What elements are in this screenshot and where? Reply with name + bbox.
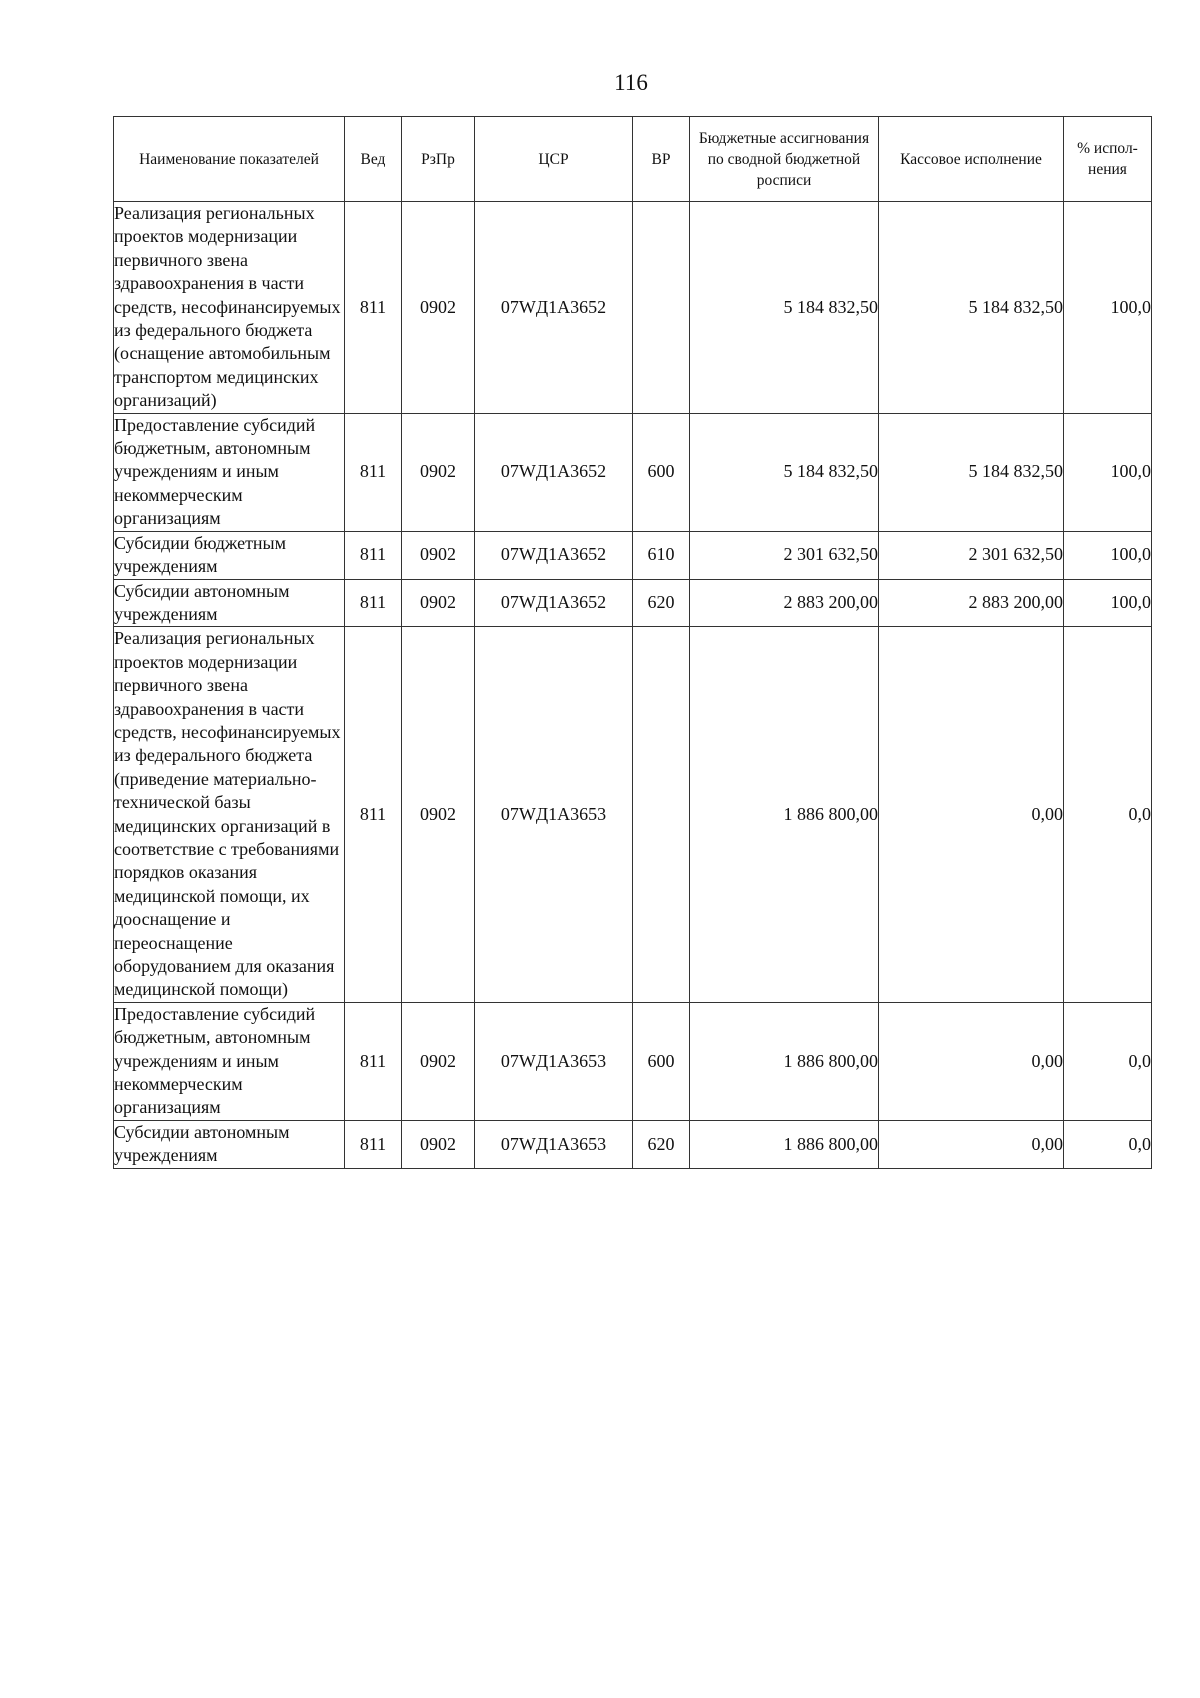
- row-percent: 0,0: [1064, 1120, 1152, 1168]
- row-vr: 600: [633, 413, 690, 531]
- row-rzpr: 0902: [402, 627, 475, 1003]
- row-rzpr: 0902: [402, 1120, 475, 1168]
- row-ved: 811: [345, 413, 402, 531]
- row-rzpr: 0902: [402, 1002, 475, 1120]
- row-name: Субсидии бюджетным учреждениям: [114, 531, 345, 579]
- header-budget: Бюджетные ассигнования по сводной бюджетной росписи: [690, 117, 879, 202]
- row-vr: [633, 627, 690, 1003]
- table-row: [114, 413, 1152, 531]
- table-row: [114, 627, 1152, 1003]
- row-cash: 2 301 632,50: [879, 531, 1064, 579]
- row-percent: 100,0: [1064, 202, 1152, 414]
- row-rzpr: 0902: [402, 579, 475, 627]
- row-cash: 5 184 832,50: [879, 202, 1064, 414]
- header-vr: ВР: [633, 117, 690, 202]
- row-budget: 2 883 200,00: [690, 579, 879, 627]
- table-row: [114, 202, 1152, 414]
- header-ved: Вед: [345, 117, 402, 202]
- row-rzpr: 0902: [402, 531, 475, 579]
- row-vr: 620: [633, 1120, 690, 1168]
- row-name: Предоставление субсидий бюджетным, автономным учреждениям и иным некоммерческим организациям: [114, 413, 345, 531]
- row-name: Субсидии автономным учреждениям: [114, 1120, 345, 1168]
- row-cash: 0,00: [879, 627, 1064, 1003]
- table-row: [114, 1002, 1152, 1120]
- page-number: 116: [614, 70, 648, 95]
- row-cash: 0,00: [879, 1002, 1064, 1120]
- row-budget: 2 301 632,50: [690, 531, 879, 579]
- row-percent: 0,0: [1064, 1002, 1152, 1120]
- row-rzpr: 0902: [402, 202, 475, 414]
- header-name: Наименование показателей: [114, 117, 345, 202]
- row-csr: 07WД1А3653: [475, 1120, 633, 1168]
- row-rzpr: 0902: [402, 413, 475, 531]
- row-ved: 811: [345, 627, 402, 1003]
- row-ved: 811: [345, 579, 402, 627]
- row-percent: 0,0: [1064, 627, 1152, 1003]
- row-budget: 5 184 832,50: [690, 202, 879, 414]
- header-percent: % испол-нения: [1064, 117, 1152, 202]
- row-budget: 1 886 800,00: [690, 1002, 879, 1120]
- row-budget: 1 886 800,00: [690, 627, 879, 1003]
- row-name: Предоставление субсидий бюджетным, автономным учреждениям и иным некоммерческим организациям: [114, 1002, 345, 1120]
- row-vr: [633, 202, 690, 414]
- row-percent: 100,0: [1064, 531, 1152, 579]
- budget-execution-table: [113, 116, 1152, 1169]
- table-header-row: [114, 117, 1152, 202]
- header-rzpr: РзПр: [402, 117, 475, 202]
- row-cash: 0,00: [879, 1120, 1064, 1168]
- row-vr: 600: [633, 1002, 690, 1120]
- row-name: Реализация региональных проектов модернизации первичного звена здравоохранения в части средств, несофинансируемых из федерального бюджета (оснащение автомобильным транспортом медицинских организаций): [114, 202, 345, 414]
- row-budget: 5 184 832,50: [690, 413, 879, 531]
- table-row: [114, 579, 1152, 627]
- header-cash: Кассовое исполнение: [879, 117, 1064, 202]
- table-row: [114, 1120, 1152, 1168]
- row-vr: 610: [633, 531, 690, 579]
- row-name: Реализация региональных проектов модернизации первичного звена здравоохранения в части средств, несофинансируемых из федерального бюджета (приведение материально-технической базы медицинских организаций в соответствие с требованиями порядков оказания медицинской помощи, их дооснащение и переоснащение оборудованием для оказания медицинской помощи): [114, 627, 345, 1003]
- row-csr: 07WД1А3653: [475, 627, 633, 1003]
- row-cash: 2 883 200,00: [879, 579, 1064, 627]
- row-csr: 07WД1А3652: [475, 202, 633, 414]
- row-csr: 07WД1А3652: [475, 531, 633, 579]
- row-budget: 1 886 800,00: [690, 1120, 879, 1168]
- header-csr: ЦСР: [475, 117, 633, 202]
- row-vr: 620: [633, 579, 690, 627]
- row-ved: 811: [345, 531, 402, 579]
- row-percent: 100,0: [1064, 579, 1152, 627]
- row-ved: 811: [345, 1002, 402, 1120]
- row-cash: 5 184 832,50: [879, 413, 1064, 531]
- table-row: [114, 531, 1152, 579]
- row-csr: 07WД1А3652: [475, 579, 633, 627]
- row-percent: 100,0: [1064, 413, 1152, 531]
- row-csr: 07WД1А3652: [475, 413, 633, 531]
- row-ved: 811: [345, 1120, 402, 1168]
- row-name: Субсидии автономным учреждениям: [114, 579, 345, 627]
- row-ved: 811: [345, 202, 402, 414]
- row-csr: 07WД1А3653: [475, 1002, 633, 1120]
